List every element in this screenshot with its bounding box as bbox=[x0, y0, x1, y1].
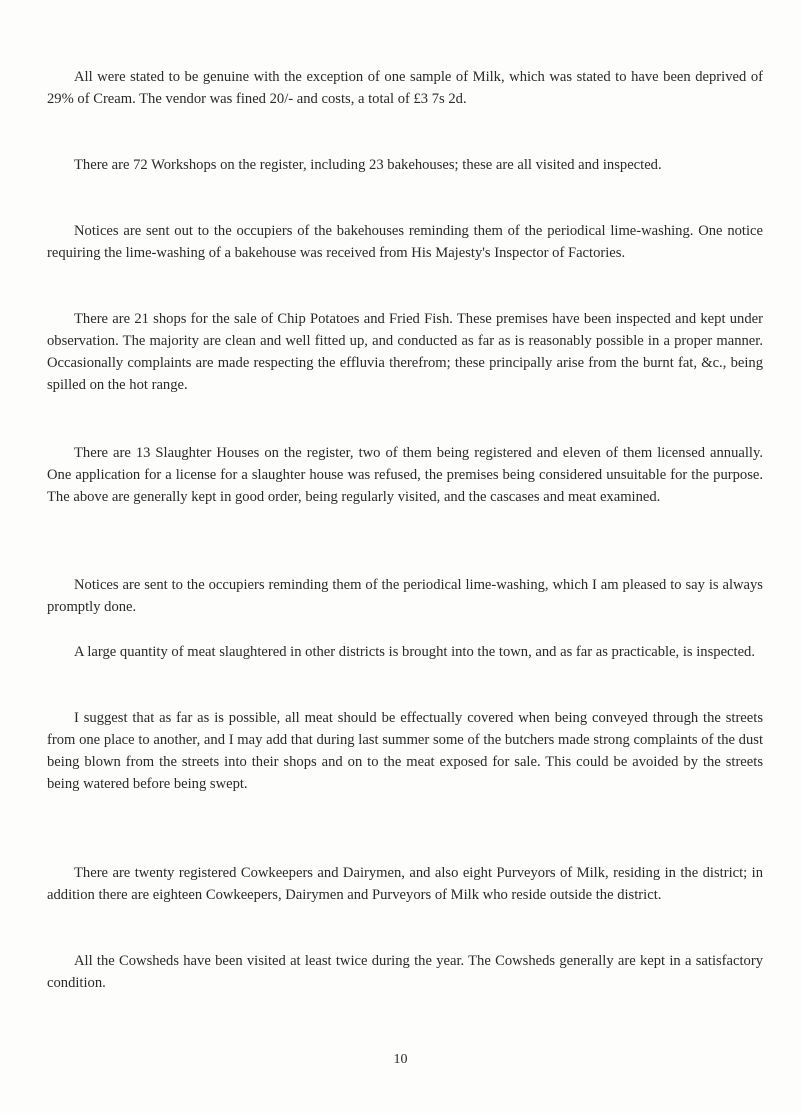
paragraph-lime-washing: Notices are sent to the occupiers reminding them of the periodical lime-washing, which I am pleased to say is always promptly done. bbox=[47, 577, 763, 615]
paragraph-bakehouse-notices: Notices are sent out to the occupiers of the bakehouses reminding them of the periodical lime-washing. One notice requiring the lime-washing of a bakehouse was received from His Majesty's Inspector of Factories. bbox=[47, 223, 763, 261]
paragraph-meat-covering: I suggest that as far as is possible, all meat should be effectually covered when being conveyed through the streets from one place to another, and I may add that during last summer some of the butchers made strong complaints of the dust being blown from the streets into their shops and on to the meat exposed for sale. This could be avoided by the streets being watered before being swept. bbox=[47, 710, 763, 792]
paragraph-imported-meat: A large quantity of meat slaughtered in other districts is brought into the town, and as far as practicable, is inspected. bbox=[74, 644, 755, 660]
page-number: 10 bbox=[393, 1052, 408, 1067]
paragraph-cowkeepers: There are twenty registered Cowkeepers and Dairymen, and also eight Purveyors of Milk, residing in the district; in addition there are eighteen Cowkeepers, Dairymen and Purveyors of Milk who reside outside the district. bbox=[47, 865, 763, 903]
paragraph-slaughter-houses: There are 13 Slaughter Houses on the register, two of them being registered and eleven of them licensed annually. One application for a license for a slaughter house was refused, the premises being considered unsuitable for the purpose. The above are generally kept in good order, being regularly visited, and the cascases and meat examined. bbox=[47, 445, 763, 505]
paragraph-cowsheds: All the Cowsheds have been visited at least twice during the year. The Cowsheds generally are kept in a satisfactory condition. bbox=[47, 953, 763, 991]
paragraph-chip-shops: There are 21 shops for the sale of Chip Potatoes and Fried Fish. These premises have been inspected and kept under observation. The majority are clean and well fitted up, and conducted as far as is reasonably possible in a proper manner. Occasionally complaints are made respecting the effluvia therefrom; these principally arise from the burnt fat, &c., being spilled on the hot range. bbox=[47, 311, 763, 393]
paragraph-workshops: There are 72 Workshops on the register, including 23 bakehouses; these are all visited and inspected. bbox=[74, 157, 662, 173]
paragraph-milk-sample: All were stated to be genuine with the exception of one sample of Milk, which was stated to have been deprived of 29% of Cream. The vendor was fined 20/- and costs, a total of £3 7s 2d. bbox=[47, 69, 763, 107]
